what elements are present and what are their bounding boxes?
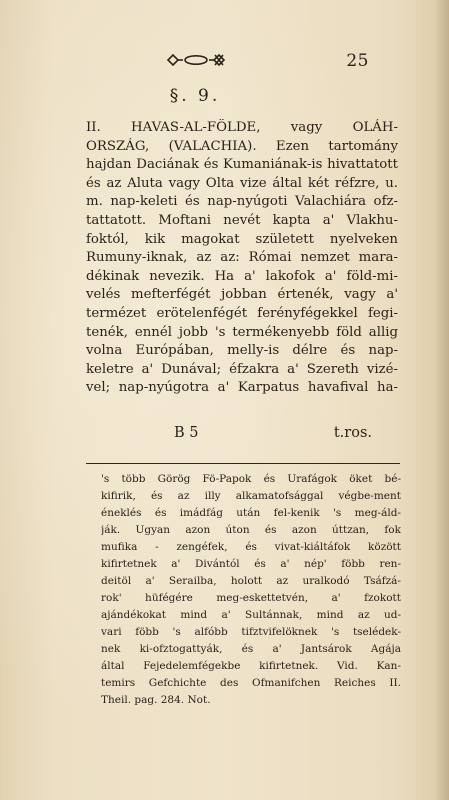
text-line: volna Európában, melly-is délre és nap- [86, 343, 398, 359]
footnote-line: által Fejedelemfégekbe kifirtetnek. Vid. Kan- [101, 660, 401, 672]
text-line: és az Aluta vagy Olta vize által két réfzre, u. [86, 175, 398, 191]
footnote-line: deitöl a' Serailba, holott az uralkodó Tsáfzá- [101, 575, 401, 587]
footnote-line: kifirik, és az illy alkamatofsággal végbe-ment [101, 490, 401, 502]
footnote-block [101, 471, 401, 709]
footnote-line: mufika - zengéfek, és vivat-kiáltáfok között [101, 541, 401, 553]
text-line: Rumuny-iknak, az az: Római nemzet mara- [86, 250, 398, 266]
page-edge-shadow [435, 0, 449, 800]
footnote-line: nek ki-ofztogattyák, és a' Jantsárok Agája [101, 643, 401, 655]
main-text-block [86, 119, 398, 398]
footnote-line: rok' hüfégére meg-eskettetvén, a' fzokott [101, 592, 401, 604]
footnote-line: Theil. pag. 284. Not. [101, 694, 211, 706]
footnote-line: temirs Gefchichte des Ofmanifchen Reiches II. [101, 677, 401, 689]
text-line: tattatott. Moftani nevét kapta a' Vlakhu- [86, 212, 398, 228]
text-line: dékinak nevezik. Ha a' lakofok a' föld-mi- [86, 268, 398, 284]
section-heading: §. 9. [169, 86, 221, 106]
text-line: keletre a' Dunával; éfzakra a' Szereth vizé- [86, 361, 398, 377]
text-line: hajdan Daciának és Kumaniának-is hivattatott [86, 157, 398, 173]
text-line: termézet erötelenfégét ferényfégekkel fegi- [86, 305, 398, 321]
printer-ornament-icon [165, 50, 227, 70]
page-footer-row [86, 425, 398, 445]
text-line: foktól, kik magokat született nyelveken [86, 231, 398, 247]
text-line: velés mefterfégét jobban értenék, vagy a' [86, 287, 398, 303]
footnote-line: ják. Ugyan azon úton és azon úttzan, fok [101, 524, 401, 536]
text-line: II. HAVAS-AL-FÖLDE, vagy OLÁH- [86, 120, 398, 135]
text-line: vel; nap-nyúgotra a' Karpatus havafival ha- [86, 380, 398, 396]
signature-mark: B 5 [174, 425, 199, 441]
page-number: 25 [346, 51, 369, 71]
text-line: m. nap-keleti és nap-nyúgoti Valachiára ofz- [86, 194, 398, 210]
footnote-line: 's több Görög Fö-Papok és Urafágok öket bé- [101, 473, 401, 485]
footnote-separator [86, 463, 400, 464]
footnote-line: ajándékokat mind a' Sultánnak, mind az ud- [101, 609, 401, 621]
catchword: t.ros. [333, 425, 372, 441]
footnote-line: éneklés és imádfág után fel-kenik 's meg-áld- [101, 507, 401, 519]
text-line: tenék, ennél jobb 's termékenyebb föld allig [86, 324, 398, 340]
text-line: ORSZÁG, (VALACHIA). Ezen tartomány [86, 138, 398, 154]
footnote-line: vari föbb 's alfóbb tifztvifelöknek 's tselédek- [101, 626, 401, 638]
footnote-line: kifirtetnek a' Divántól és a' nép' föbb ren- [101, 558, 401, 570]
